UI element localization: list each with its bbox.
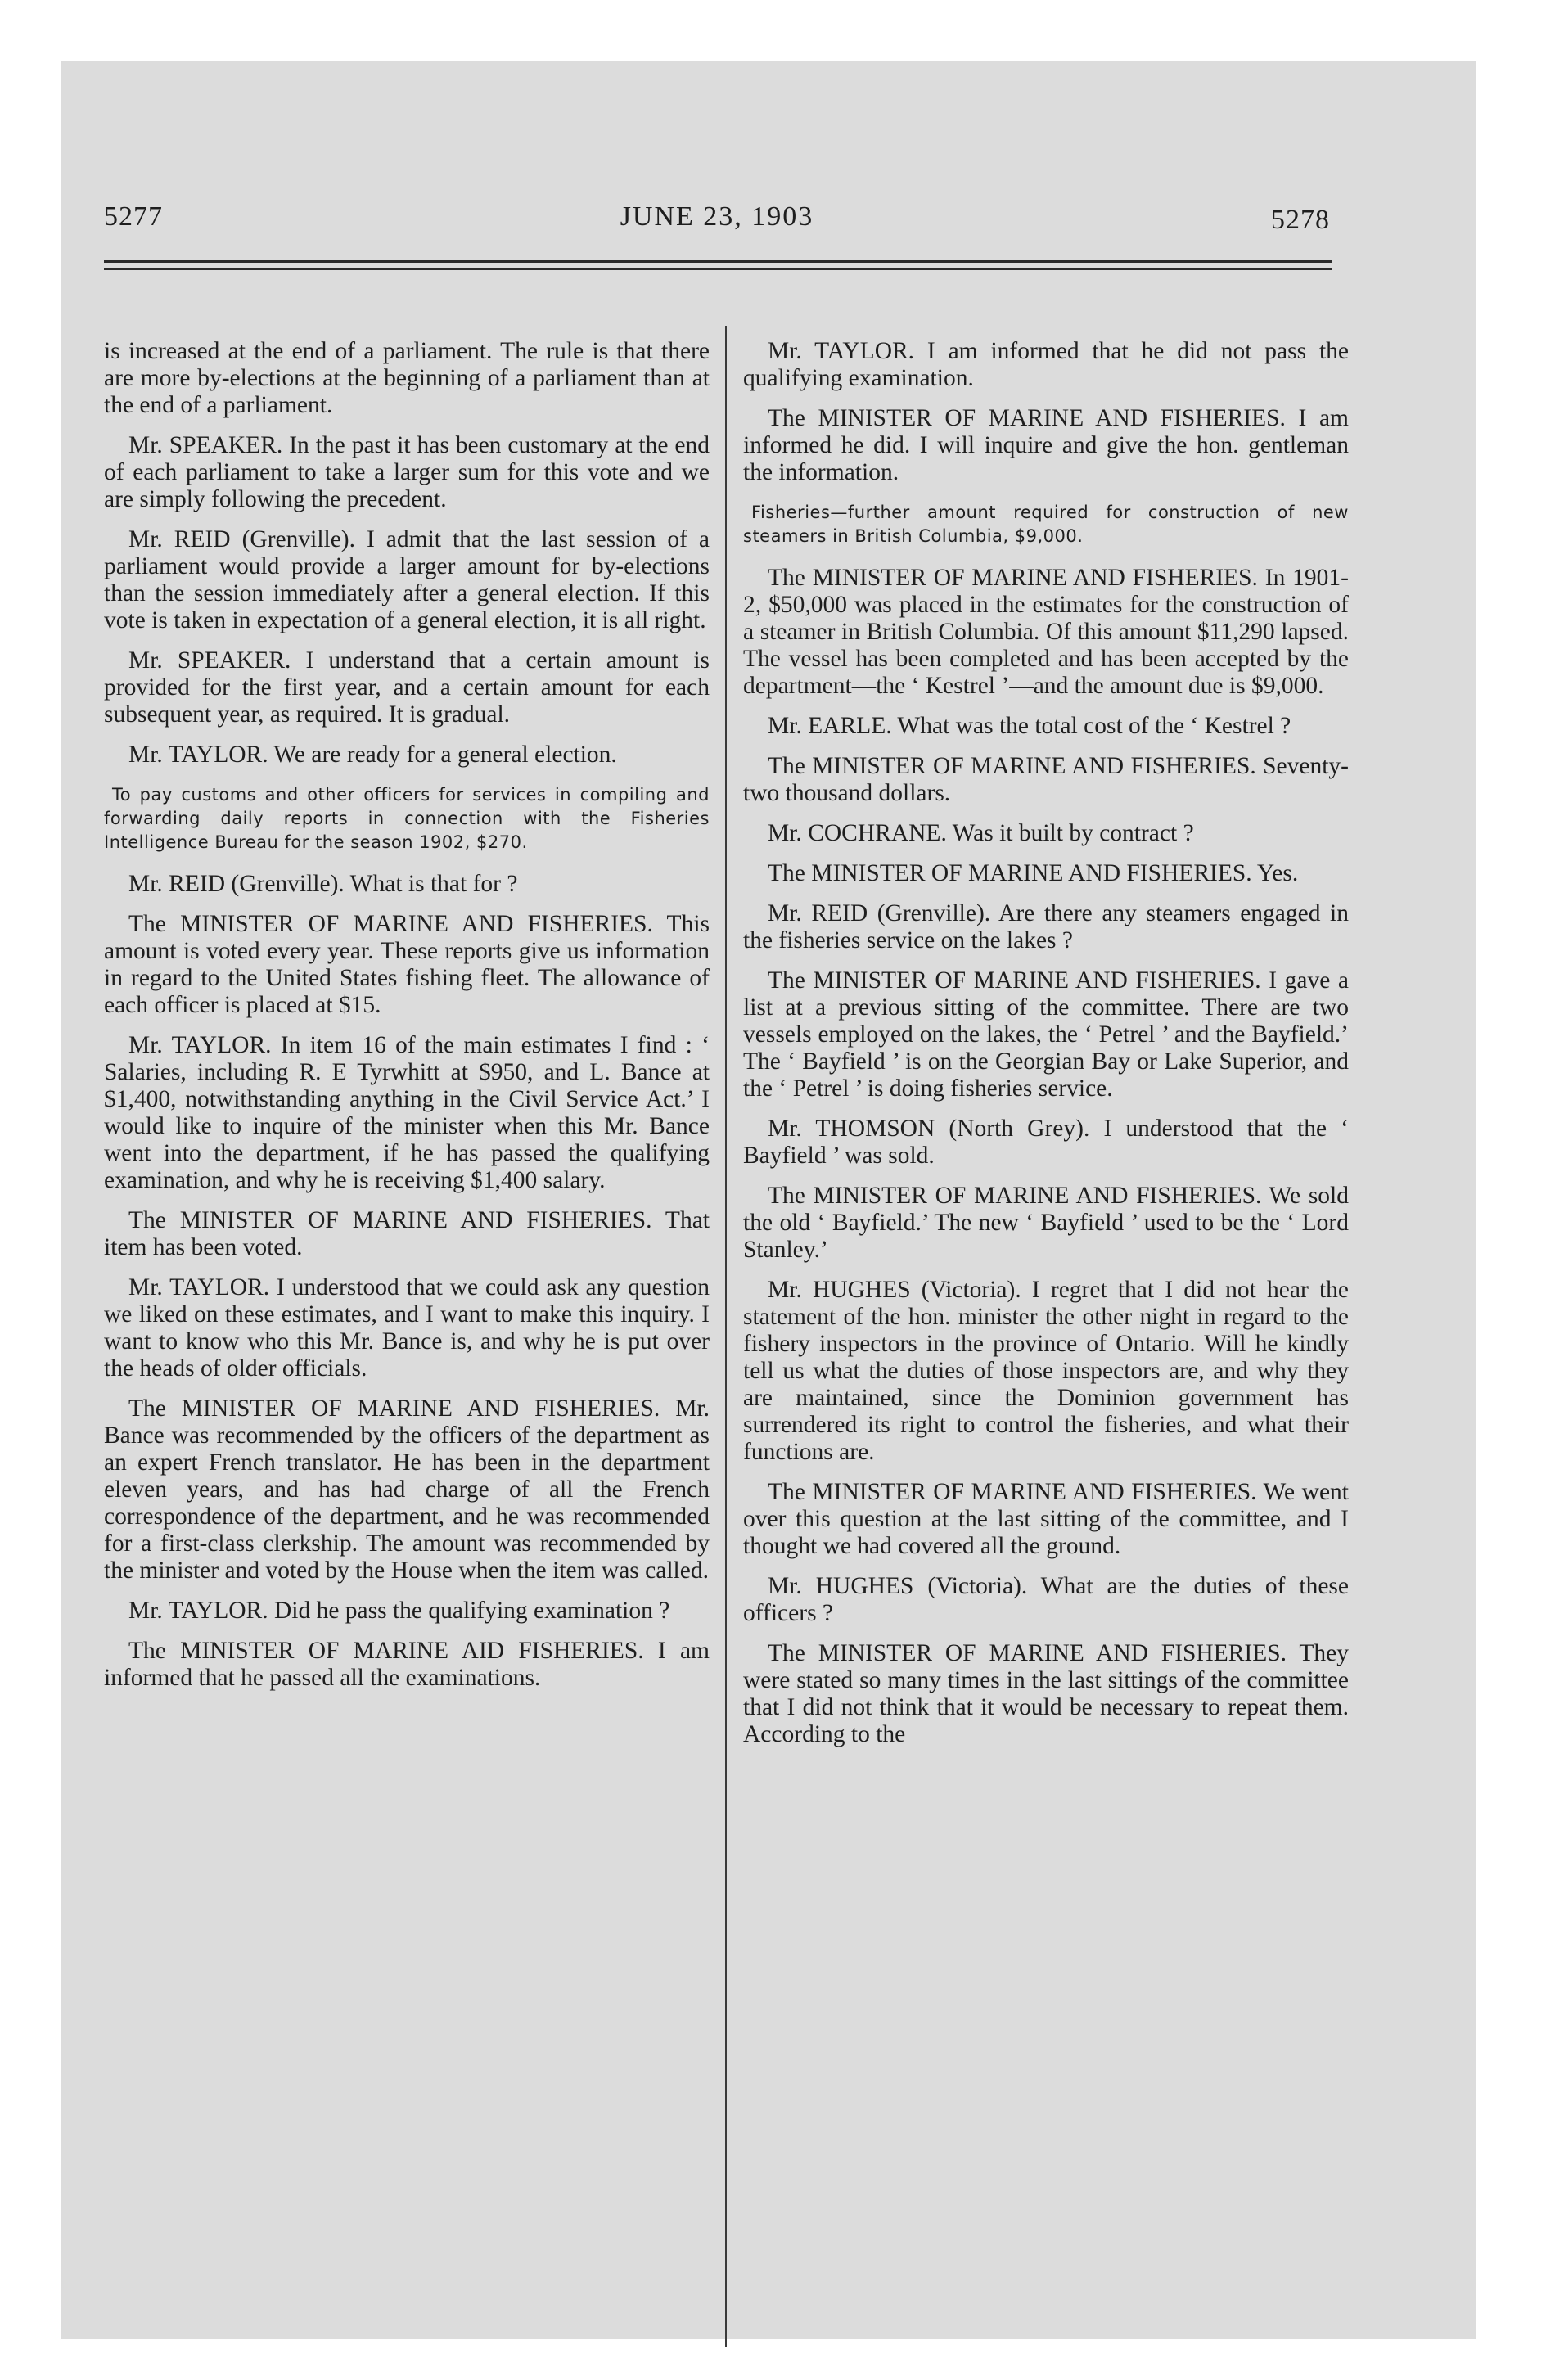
page-number-left: 5277	[104, 201, 163, 232]
paragraph: is increased at the end of a parliament. The rule is that there are more by-elections at the beginning of a parliament than at the end of a parliament.	[104, 338, 710, 418]
paragraph: The MINISTER OF MARINE AND FISHERIES. This amount is voted every year. These reports give us information in regard to the United States fishing fleet. The allowance of each officer is placed at $15.	[104, 911, 710, 1018]
paragraph: Mr. SPEAKER. I understand that a certain amount is provided for the first year, and a certain amount for each subsequent year, as required. It is gradual.	[104, 647, 710, 728]
hansard-page	[104, 185, 1412, 2329]
scanned-page-background	[61, 61, 1476, 2339]
paragraph: Mr. TAYLOR. I understood that we could ask any question we liked on these estimates, and I want to make this inquiry. I want to know who this Mr. Bance is, and why he is put over the heads of older officials.	[104, 1274, 710, 1382]
paragraph: Mr. HUGHES (Victoria). What are the duties of these officers ?	[743, 1573, 1349, 1626]
paragraph: Mr. TAYLOR. In item 16 of the main estimates I find : ‘ Salaries, including R. E Tyrwhitt at $950, and L. Bance at $1,400, notwithstanding anything in the Civil Service Act.’ I would like to inquire of the minister when this Mr. Bance went into the department, if he has passed the qualifying examination, and why he is receiving $1,400 salary.	[104, 1032, 710, 1193]
paragraph: Mr. TAYLOR. We are ready for a general election.	[128, 741, 617, 768]
header-rule-top	[104, 260, 1332, 263]
paragraph: The MINISTER OF MARINE AND FISHERIES. Mr. Bance was recommended by the officers of the department as an expert French translator. He has been in the department eleven years, and has had charge of all the French correspondence of the department, and he was recommended for a first-class clerkship. The amount was recommended by the minister and voted by the House when the item was called.	[104, 1395, 710, 1584]
paragraph: Mr. HUGHES (Victoria). I regret that I did not hear the statement of the hon. minister the other night in regard to the fishery inspectors in the province of Ontario. Will he kindly tell us what the duties of those inspectors are, and why they are maintained, since the Dominion government has surrendered its right to control the fisheries, and what their functions are.	[743, 1277, 1349, 1465]
paragraph: The MINISTER OF MARINE AND FISHERIES. Seventy-two thousand dollars.	[743, 753, 1349, 806]
paragraph: The MINISTER OF MARINE AND FISHERIES. Yes.	[768, 860, 1299, 886]
paragraph: The MINISTER OF MARINE AND FISHERIES. I am informed he did. I will inquire and give the hon. gentleman the information.	[743, 405, 1349, 485]
left-column	[104, 338, 710, 1705]
paragraph: Mr. EARLE. What was the total cost of the ‘ Kestrel ?	[768, 713, 1291, 739]
estimate-item: To pay customs and other officers for services in compiling and forwarding daily reports in connection with the Fisheries Intelligence Bureau for the season 1902, $270.	[104, 785, 710, 852]
header-rule-bottom	[104, 268, 1332, 270]
right-column	[743, 338, 1349, 1761]
paragraph: Mr. COCHRANE. Was it built by contract ?	[768, 820, 1194, 846]
paragraph: The MINISTER OF MARINE AND FISHERIES. That item has been voted.	[104, 1207, 710, 1260]
paragraph: The MINISTER OF MARINE AND FISHERIES. We sold the old ‘ Bayfield.’ The new ‘ Bayfield ’ used to be the ‘ Lord Stanley.’	[743, 1183, 1349, 1263]
page-date-header: JUNE 23, 1903	[620, 201, 814, 232]
page-number-right: 5278	[1271, 205, 1330, 235]
paragraph: Mr. REID (Grenville). What is that for ?	[128, 871, 518, 897]
paragraph: Mr. TAYLOR. I am informed that he did not pass the qualifying examination.	[743, 338, 1349, 391]
paragraph: Mr. SPEAKER. In the past it has been customary at the end of each parliament to take a larger sum for this vote and we are simply following the precedent.	[104, 432, 710, 512]
paragraph: Mr. REID (Grenville). I admit that the last session of a parliament would provide a larger amount for by-elections than the session immediately after a general election. If this vote is taken in expectation of a general election, it is all right.	[104, 526, 710, 633]
paragraph: Mr. REID (Grenville). Are there any steamers engaged in the fisheries service on the lakes ?	[743, 900, 1349, 953]
paragraph: The MINISTER OF MARINE AND FISHERIES. They were stated so many times in the last sittings of the committee that I did not think that it would be necessary to repeat them. According to the	[743, 1640, 1349, 1747]
paragraph: The MINISTER OF MARINE AID FISHERIES. I am informed that he passed all the examinations.	[104, 1638, 710, 1691]
paragraph: Mr. TAYLOR. Did he pass the qualifying examination ?	[128, 1598, 670, 1624]
paragraph: The MINISTER OF MARINE AND FISHERIES. I gave a list at a previous sitting of the committee. There are two vessels employed on the lakes, the ‘ Petrel ’ and the Bayfield.’ The ‘ Bayfield ’ is on the Georgian Bay or Lake Superior, and the ‘ Petrel ’ is doing fisheries service.	[743, 967, 1349, 1102]
paragraph: The MINISTER OF MARINE AND FISHERIES. We went over this question at the last sitting of the committee, and I thought we had covered all the ground.	[743, 1479, 1349, 1559]
paragraph: The MINISTER OF MARINE AND FISHERIES. In 1901-2, $50,000 was placed in the estimates for the construction of a steamer in British Columbia. Of this amount $11,290 lapsed. The vessel has been completed and has been accepted by the department—the ‘ Kestrel ’—and the amount due is $9,000.	[743, 565, 1349, 699]
column-divider	[725, 326, 727, 2347]
estimate-item: Fisheries—further amount required for construction of new steamers in British Columbia, $9,000.	[743, 503, 1349, 546]
paragraph: Mr. THOMSON (North Grey). I understood that the ‘ Bayfield ’ was sold.	[743, 1116, 1349, 1169]
